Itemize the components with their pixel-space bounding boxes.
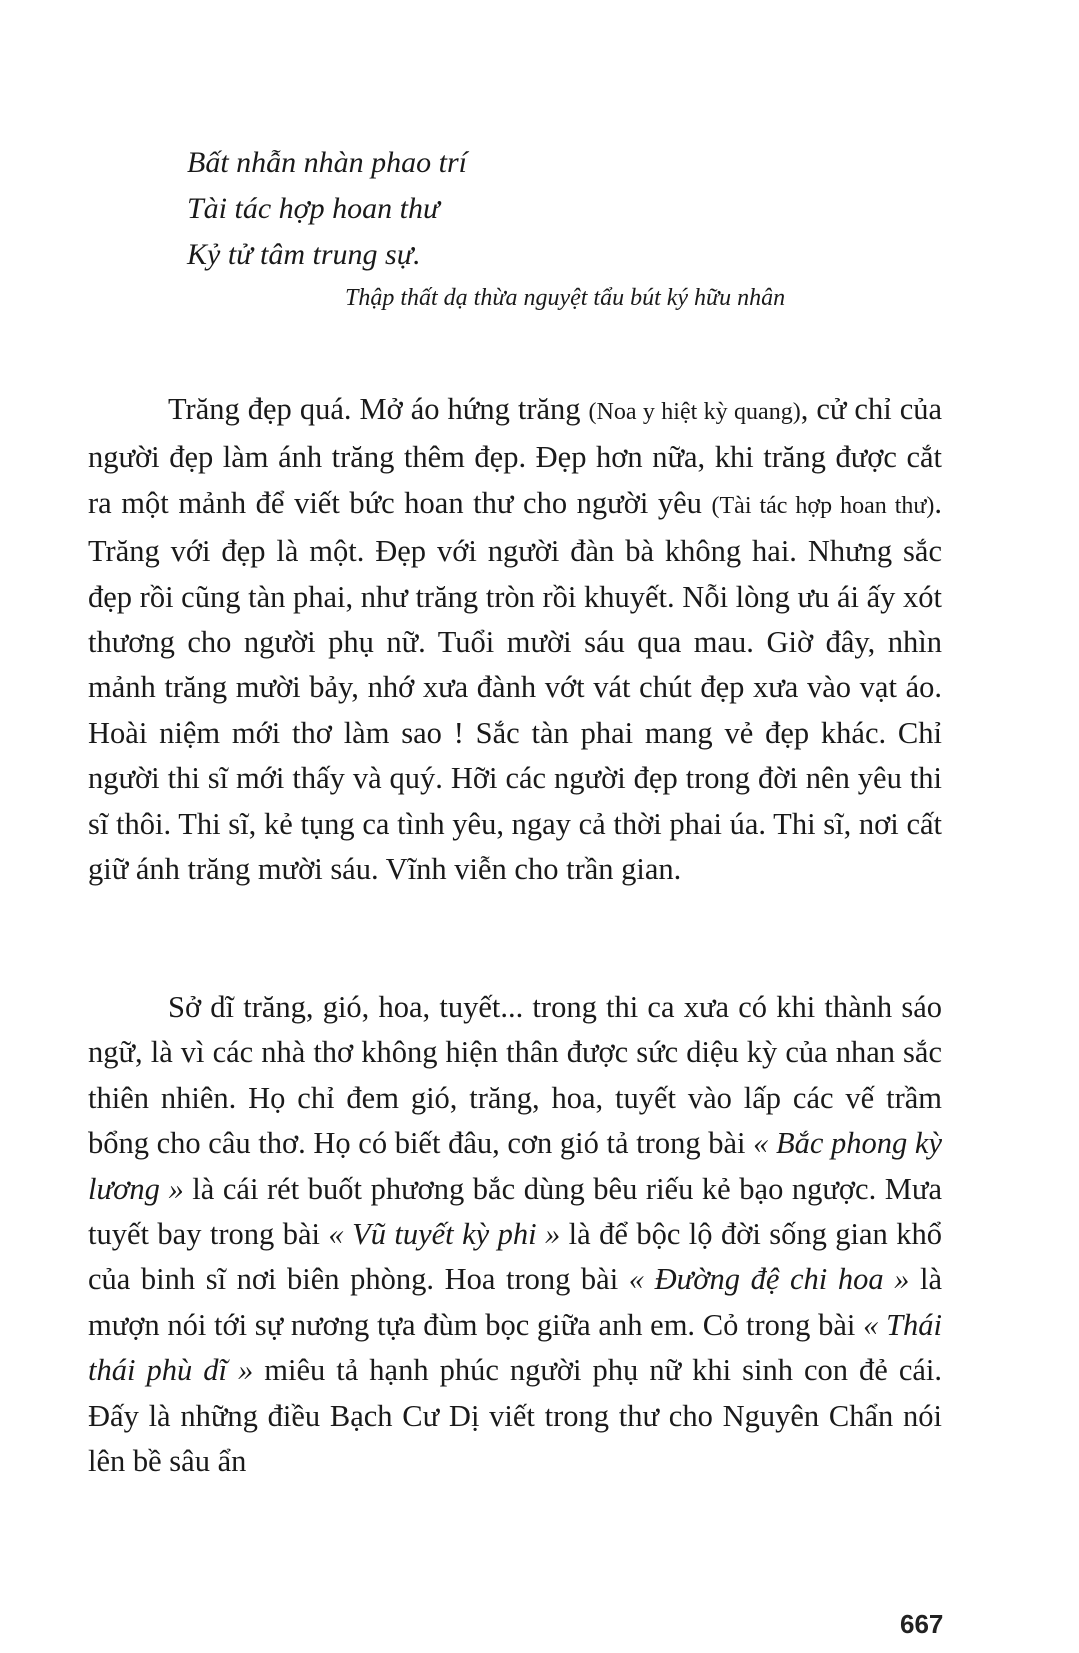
poem-stanza (187, 140, 467, 278)
paragraph-text (88, 985, 942, 1484)
text-run: , cử chỉ của người đẹp làm ánh trăng thêm đẹp. Đẹp hơn nữa, khi trăng được cắt ra một mảnh để viết bức hoan thư cho người yêu (88, 392, 943, 520)
text-run: miêu tả hạnh phúc người phụ nữ khi sinh con đẻ cái. Đấy là những điều Bạch Cư Dị viết trong thư cho Nguyên Chẩn nói lên bề sâu ẩn (88, 1353, 942, 1479)
text-run: Trăng đẹp quá. Mở áo hứng trăng (168, 392, 589, 426)
inline-quote: (Tài tác hợp hoan thư) (711, 492, 935, 519)
poem-line: Bất nhẫn nhàn phao trí (187, 146, 468, 179)
page-number: 667 (900, 1609, 944, 1639)
text-run: Sở dĩ trăng, gió, hoa, tuyết... trong thi ca xưa có khi thành sáo ngữ, là vì các nhà thơ không hiện thân được sức diệu kỳ của nhan sắc thiên nhiên. Họ chỉ đem gió, trăng, hoa, tuyết vào lấp các vế trầm bổng cho câu thơ. Họ có biết đâu, cơn gió tả trong bài (88, 990, 942, 1161)
poem-line: Kỷ tử tâm trung sự. (187, 238, 421, 271)
text-run: . Trăng với đẹp là một. Đẹp với người đàn bà không hai. Nhưng sắc đẹp rồi cũng tàn phai, như trăng tròn rồi khuyết. Nỗi lòng ưu ái ấy xót thương cho người phụ nữ. Tuổi mười sáu qua mau. Giờ đây, nhìn mảnh trăng mười bảy, nhớ xưa đành vớt vát chút đẹp xưa vào vạt áo. Hoài niệm mới thơ làm sao ! Sắc tàn phai mang vẻ đẹp khác. Chỉ người thi sĩ mới thấy và quý. Hỡi các người đẹp trong đời nên yêu thi sĩ thôi. Thi sĩ, kẻ tụng ca tình yêu, ngay cả thời phai úa. Thi sĩ, nơi cất giữ ánh trăng mười sáu. Vĩnh viễn cho trần gian. (88, 485, 942, 887)
poem-title-reference: « Bắc phong kỳ lương » (88, 1126, 943, 1206)
paragraph-text (88, 387, 942, 892)
poem-title-reference: « Thái thái phù dĩ » (88, 1307, 943, 1388)
paragraph-moon (88, 387, 942, 892)
text-run: là để bộc lộ đời sống gian khổ của binh sĩ nơi biên phòng. Hoa trong bài (88, 1217, 942, 1297)
inline-quote: (Noa y hiệt kỳ quang) (588, 399, 801, 425)
text-run: là mượn nói tới sự nương tựa đùm bọc giữa anh em. Cỏ trong bài (88, 1262, 942, 1342)
poem-attribution: Thập thất dạ thừa nguyệt tẩu bút ký hữu nhân (345, 285, 786, 311)
poem-title-reference: « Đường đệ chi hoa » (628, 1262, 910, 1297)
text-run: là cái rét buốt phương bắc dùng bêu riếu kẻ bạo ngược. Mưa tuyết bay trong bài (88, 1171, 942, 1252)
poem-title-reference: « Vũ tuyết kỳ phi » (328, 1217, 561, 1252)
poem-line: Tài tác hợp hoan thư (187, 192, 440, 225)
paragraph-nature-imagery (88, 985, 942, 1484)
